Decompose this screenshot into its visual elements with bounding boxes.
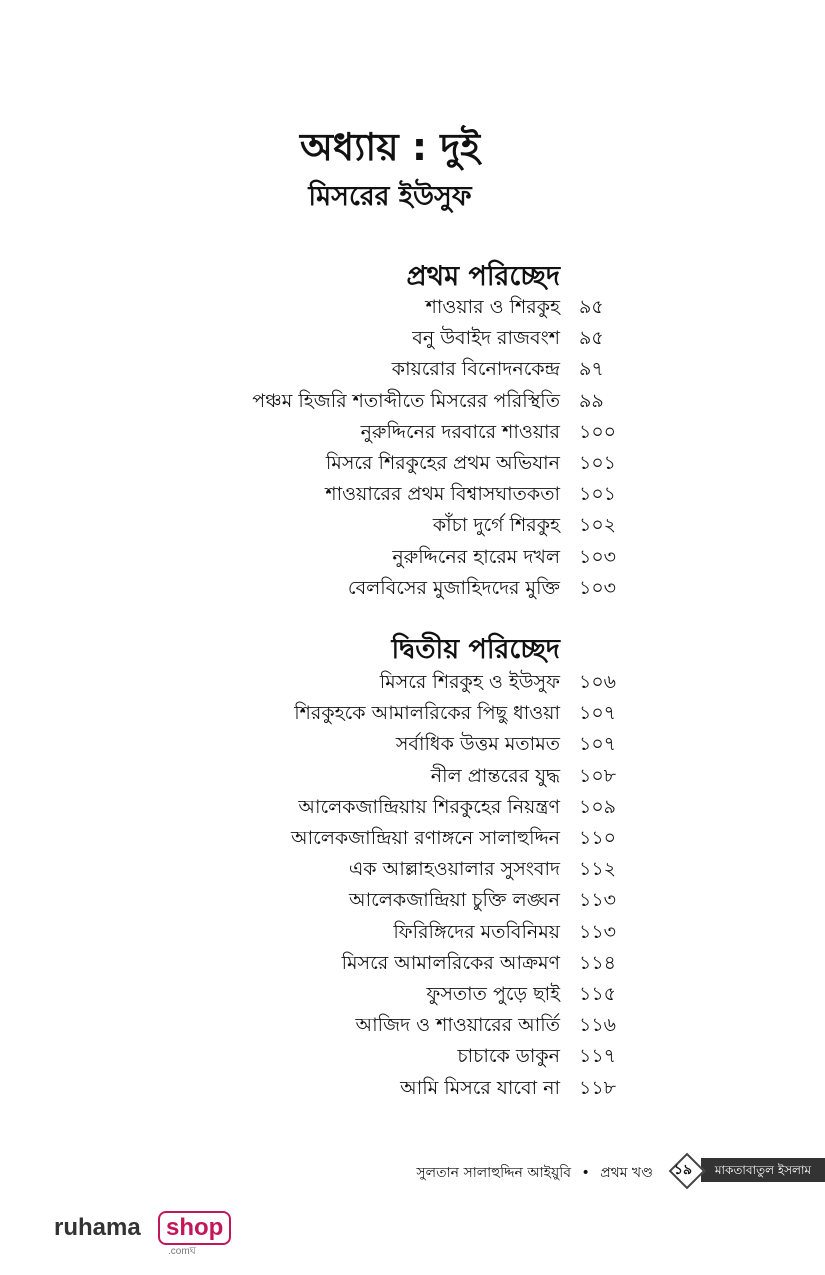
toc-entry-title: আজিদ ও শাওয়ারের আর্তি bbox=[355, 1014, 560, 1037]
toc-entry bbox=[0, 542, 825, 573]
toc-entry bbox=[0, 885, 825, 916]
toc-entry bbox=[0, 729, 825, 760]
toc-entry-page-number: ১১৩ bbox=[579, 889, 617, 912]
toc-entry bbox=[0, 417, 825, 448]
toc-entry bbox=[0, 948, 825, 979]
toc-entry-title: বনু উবাইদ রাজবংশ bbox=[412, 327, 560, 350]
toc-entry-title: মিসরে আমালরিকের আক্রমণ bbox=[341, 951, 560, 974]
toc-entry-page-number: ১০৯ bbox=[579, 795, 617, 818]
toc-entry-page-number: ১০৬ bbox=[579, 671, 617, 693]
toc-entry-title: পঞ্চম হিজরি শতাব্দীতে মিসরের পরিস্থিতি bbox=[252, 389, 560, 412]
toc-entry-page-number: ১০৭ bbox=[579, 702, 617, 725]
toc-entry-page-number: ১০৩ bbox=[579, 545, 617, 568]
toc-entry bbox=[0, 354, 825, 385]
toc-entry bbox=[0, 573, 825, 604]
toc-entry-page-number: ৯৫ bbox=[579, 296, 604, 318]
toc-entry-page-number: ৯৯ bbox=[579, 389, 604, 412]
toc-entry-title: আলেকজান্দ্রিয়া চুক্তি লঙ্ঘন bbox=[348, 889, 560, 912]
running-footer bbox=[416, 1162, 653, 1184]
logo-domain-suffix: .comঘ bbox=[168, 1246, 196, 1257]
toc-entry bbox=[0, 510, 825, 541]
section-heading-second: দ্বিতীয় পরিচ্ছেদ bbox=[391, 634, 560, 665]
toc-entry-title: ফুসতাত পুড়ে ছাই bbox=[426, 983, 560, 1005]
toc-entry bbox=[0, 1073, 825, 1104]
toc-entry-title: শিরকুহকে আমালরিকের পিছু ধাওয়া bbox=[294, 702, 560, 725]
toc-entry-page-number: ১০৭ bbox=[579, 733, 617, 756]
toc-entry-title: শাওয়ার ও শিরকুহ bbox=[425, 296, 560, 318]
toc-entry bbox=[0, 479, 825, 510]
toc-entry-title: এক আল্লাহওয়ালার সুসংবাদ bbox=[348, 858, 560, 881]
toc-entry-page-number: ১১৩ bbox=[579, 920, 617, 943]
toc-entry bbox=[0, 386, 825, 417]
toc-entry-page-number: ৯৭ bbox=[579, 358, 604, 381]
toc-entry-title: বেলবিসের মুজাহিদদের মুক্তি bbox=[347, 576, 560, 599]
toc-entry-page-number: ১০২ bbox=[579, 514, 617, 537]
toc-entry-page-number: ১০০ bbox=[579, 420, 617, 443]
toc-entry bbox=[0, 1041, 825, 1072]
logo-brand-text: ruhama bbox=[54, 1214, 141, 1241]
toc-entry bbox=[0, 448, 825, 479]
toc-entry-title: সর্বাধিক উত্তম মতামত bbox=[395, 733, 560, 756]
toc-entry-title: নীল প্রান্তরের যুদ্ধ bbox=[430, 764, 560, 787]
toc-entry bbox=[0, 1010, 825, 1041]
toc-entry-title: কাঁচা দুর্গে শিরকুহ bbox=[432, 514, 560, 537]
toc-entry bbox=[0, 698, 825, 729]
toc-entry-title: চাচাকে ডাকুন bbox=[457, 1045, 560, 1068]
toc-entry bbox=[0, 323, 825, 354]
toc-entry-page-number: ১১০ bbox=[579, 827, 617, 849]
toc-entry-page-number: ১০১ bbox=[579, 452, 617, 474]
toc-entry-title: আলেকজান্দ্রিয়া রণাঙ্গনে সালাহুদ্দিন bbox=[290, 827, 560, 849]
footer-separator: • bbox=[581, 1165, 590, 1181]
toc-entry-page-number: ১১২ bbox=[579, 858, 617, 881]
logo-shop-badge: shop bbox=[158, 1211, 231, 1245]
toc-entry-page-number: ১০১ bbox=[579, 483, 617, 506]
toc-entry-title: ফিরিঙ্গিদের মতবিনিময় bbox=[393, 920, 560, 943]
toc-entry-page-number: ১১৭ bbox=[579, 1045, 617, 1068]
toc-entry-page-number: ১০৩ bbox=[579, 576, 617, 599]
footer-book-title: সুলতান সালাহুদ্দিন আইয়ুবি bbox=[416, 1165, 572, 1181]
toc-entry-page-number: ১১৮ bbox=[579, 1076, 616, 1099]
toc-entry-page-number: ১১৪ bbox=[579, 951, 616, 974]
toc-entry-title: নুরুদ্দিনের হারেম দখল bbox=[392, 545, 560, 568]
publisher-series-label: মাকতাবাতুল ইসলাম bbox=[701, 1158, 825, 1182]
toc-entry-page-number: ৯৫ bbox=[579, 327, 604, 350]
toc-entry-title: মিসরে শিরকুহ ও ইউসুফ bbox=[379, 671, 560, 693]
toc-entry-title: আমি মিসরে যাবো না bbox=[400, 1076, 560, 1099]
toc-entry bbox=[0, 823, 825, 854]
toc-entry bbox=[0, 917, 825, 948]
toc-entry bbox=[0, 854, 825, 885]
toc-entry-title: নুরুদ্দিনের দরবারে শাওয়ার bbox=[360, 420, 560, 443]
toc-entry bbox=[0, 792, 825, 823]
page-number-badge bbox=[665, 1151, 825, 1189]
chapter-subtitle: মিসরের ইউসুফ bbox=[308, 181, 472, 212]
chapter-title: অধ্যায় : দুই bbox=[299, 125, 481, 169]
toc-entry bbox=[0, 979, 825, 1010]
toc-entry-page-number: ১০৮ bbox=[579, 764, 617, 787]
toc-entry bbox=[0, 667, 825, 698]
toc-entry-title: শাওয়ারের প্রথম বিশ্বাসঘাতকতা bbox=[325, 483, 560, 506]
toc-entry-page-number: ১১৬ bbox=[579, 1014, 617, 1037]
toc-entry bbox=[0, 761, 825, 792]
section-heading-first: প্রথম পরিচ্ছেদ bbox=[406, 261, 560, 292]
toc-entry-title: আলেকজান্দ্রিয়ায় শিরকুহের নিয়ন্ত্রণ bbox=[298, 795, 560, 818]
page-number: ১৯ bbox=[673, 1162, 693, 1178]
footer-volume: প্রথম খণ্ড bbox=[600, 1165, 653, 1181]
toc-entry-title: কায়রোর বিনোদনকেন্দ্র bbox=[391, 358, 560, 381]
toc-entry bbox=[0, 292, 825, 323]
toc-entry-title: মিসরে শিরকুহের প্রথম অভিযান bbox=[325, 452, 560, 474]
toc-entry-page-number: ১১৫ bbox=[579, 983, 616, 1005]
